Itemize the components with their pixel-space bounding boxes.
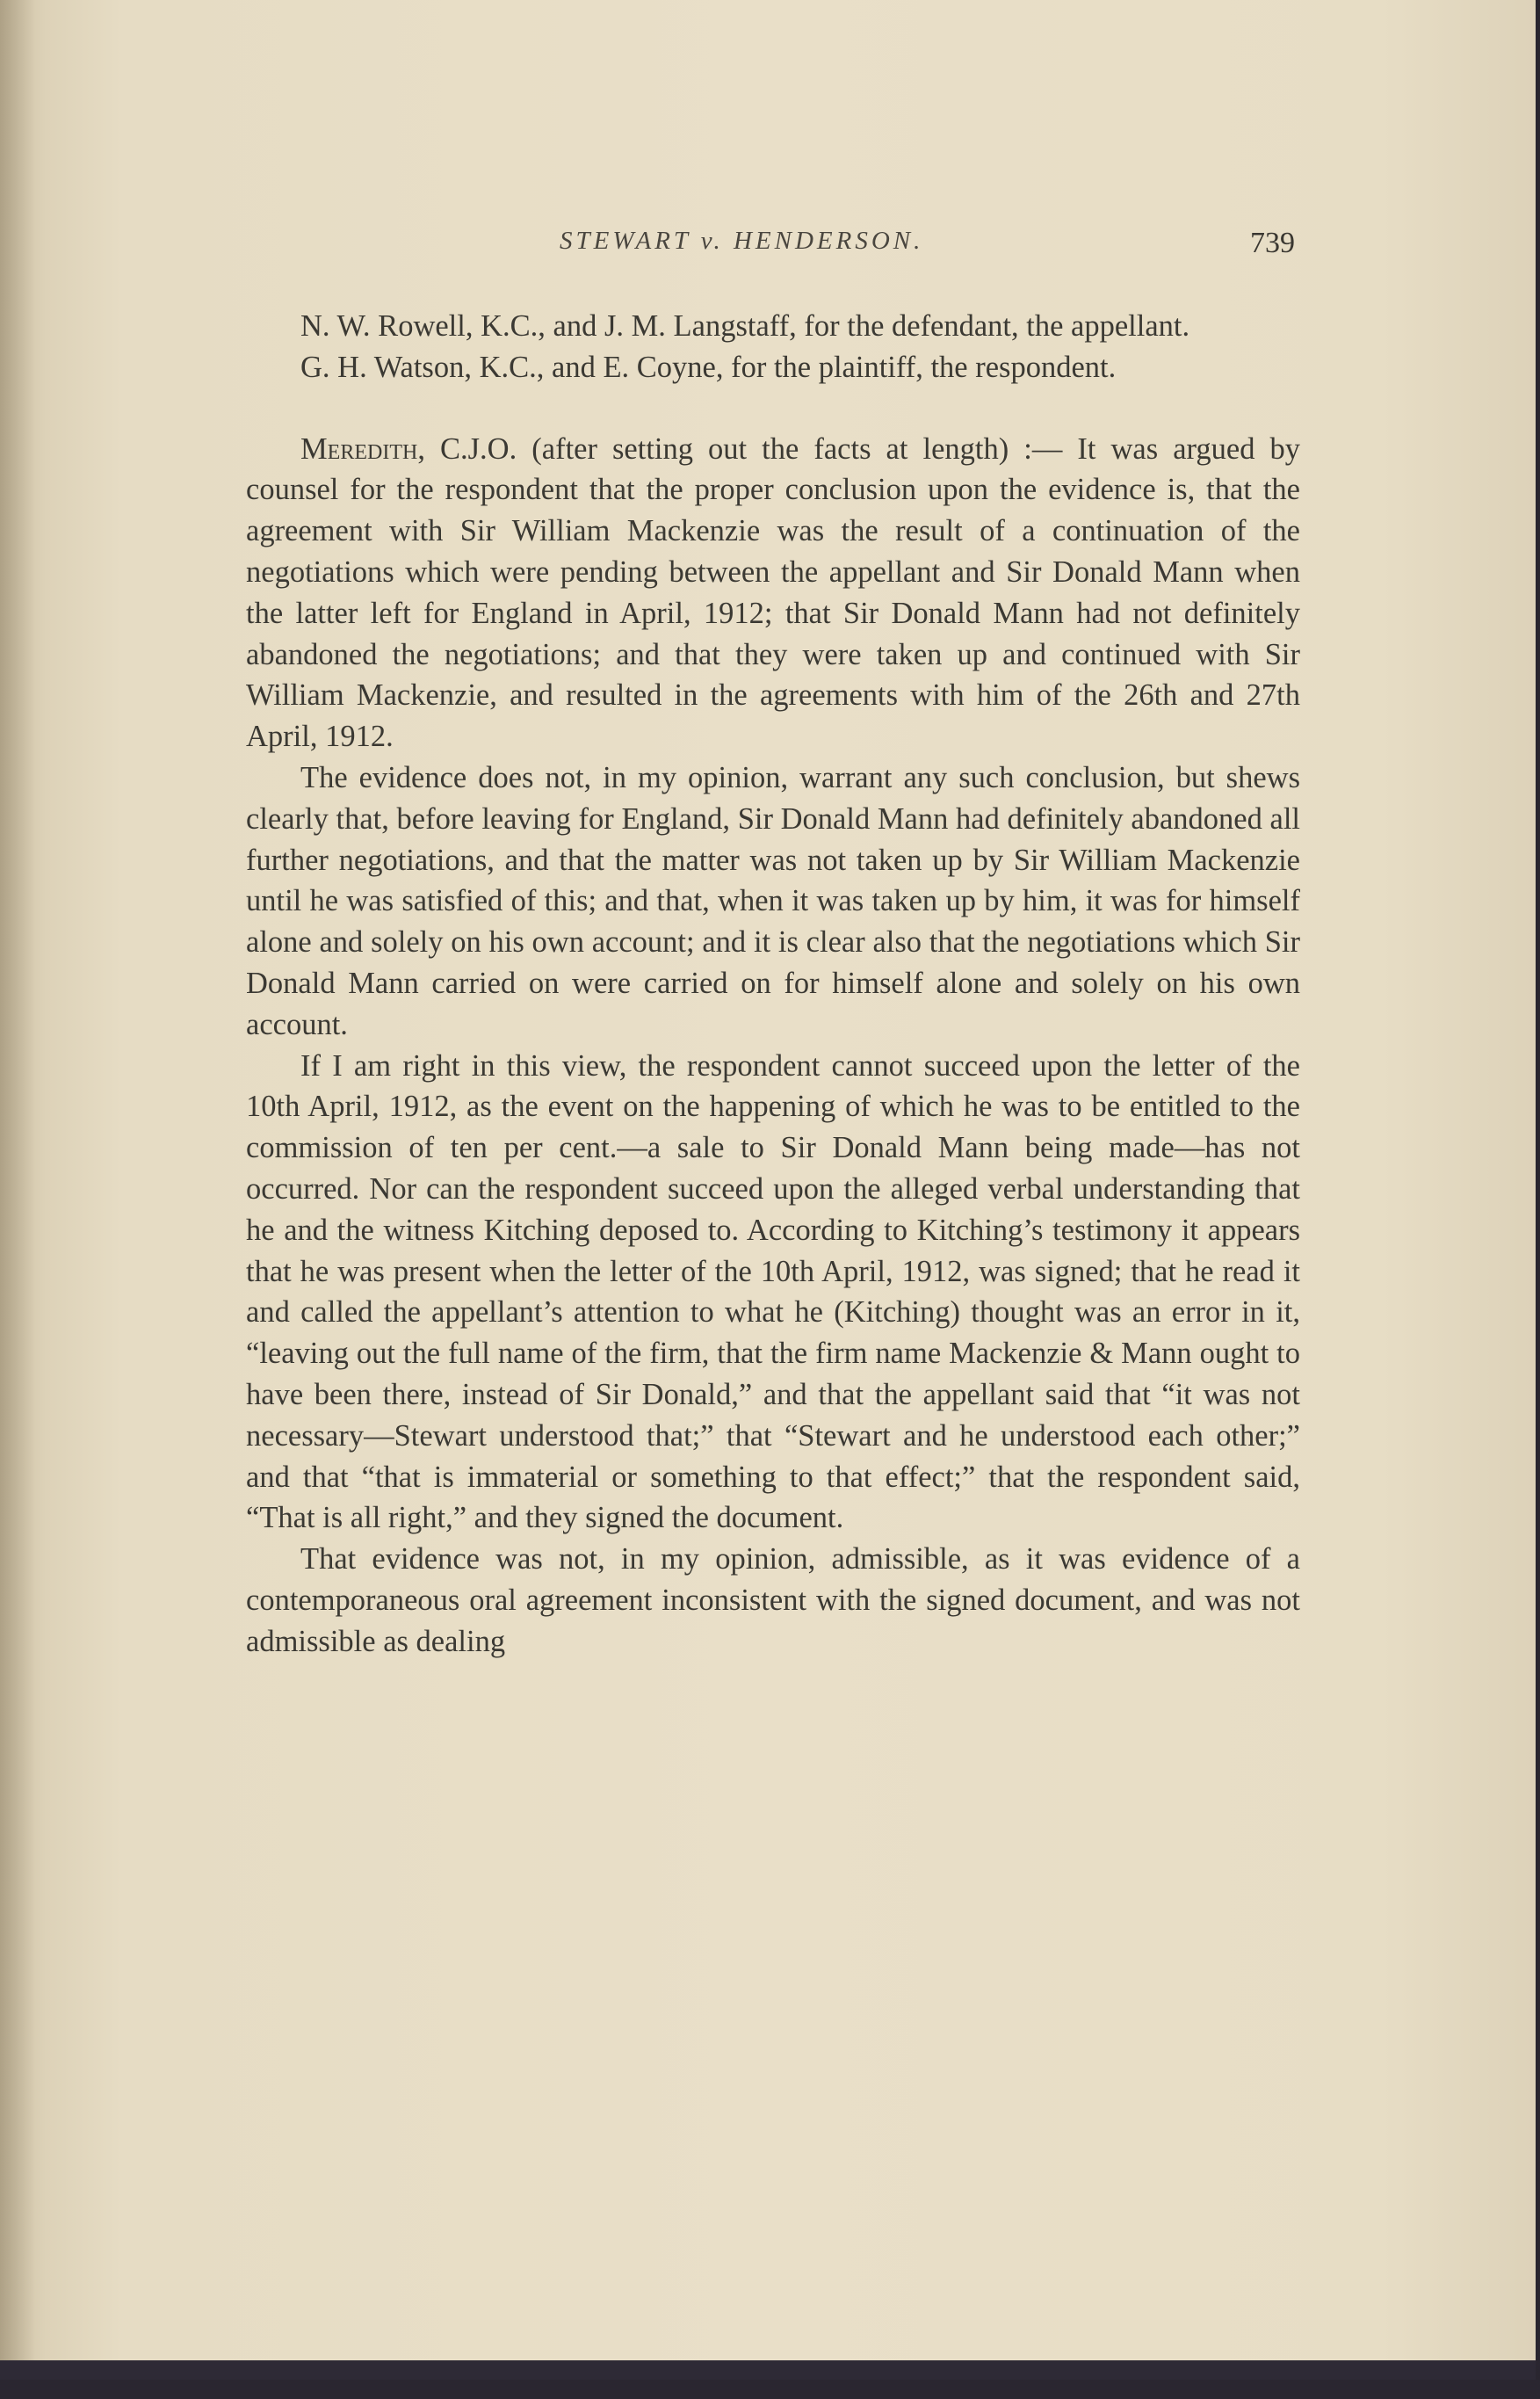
paragraph: If I am right in this view, the respondent cannot succeed upon the letter of the 10th April, 1912, as the event on the happening of which he was to be entitled to the commission of ten per cent.—a sale to Sir Donald Mann being made—has not occurred. Nor can the respondent succeed upon the alleged verbal understanding that he and the witness Kitching deposed to. According to Kitching’s testimony it appears that he was present when the letter of the 10th April, 1912, was signed; that he read it and called the appellant’s attention to what he (Kitching) thought was an error in it, “leaving out the full name of the firm, that the firm name Mackenzie & Mann ought to have been there, instead of Sir Donald,” and that the appellant said that “it was not necessary—Stewart understood that;” that “Stewart and he understood each other;” and that “that is immaterial or something to that effect;” that the respondent said, “That is all right,” and they signed the document. <box>246 1048 1300 1535</box>
page-header <box>246 227 1300 279</box>
judgment-opening-text: , C.J.O. (after setting out the facts at length) :— It was argued by counsel for the respondent that the proper conclusion upon the evidence is, that the agreement with Sir William Mackenzie was the result of a continuation of the negotiations which were pending between the appellant and Sir Donald Mann when the latter left for England in April, 1912; that Sir Donald Mann had not definitely abandoned the negotiations; and that they were taken up and continued with Sir William Mackenzie, and resulted in the agreements with him of the 26th and 27th April, 1912. <box>246 431 1300 754</box>
paragraph: The evidence does not, in my opinion, warrant any such conclusion, but shews clearly that, before leaving for England, Sir Donald Mann had definitely abandoned all further negotiations, and that the matter was not taken up by Sir William Mackenzie until he was satisfied of this; and that, when it was taken up by him, it was for himself alone and solely on his own account; and it is clear also that the negotiations which Sir Donald Mann carried on were carried on for himself alone and solely on his own account. <box>246 760 1300 1041</box>
judge-name: Meredith <box>300 431 418 466</box>
counsel-respondent: G. H. Watson, K.C., and E. Coyne, for the plaintiff, the respondent. <box>300 350 1117 384</box>
running-head: STEWART v. HENDERSON. <box>560 227 924 255</box>
paragraph: That evidence was not, in my opinion, admissible, as it was evidence of a contemporaneous oral agreement inconsistent with the signed document, and was not admissible as dealing <box>246 1542 1300 1658</box>
counsel-appellant: N. W. Rowell, K.C., and J. M. Langstaff, for the defendant, the appellant. <box>300 309 1190 343</box>
body-text <box>246 306 1300 1663</box>
spine-shadow <box>0 0 35 2380</box>
judgment-opening <box>246 429 1300 757</box>
page-number: 739 <box>1250 227 1295 259</box>
page-bottom-edge <box>0 2360 1536 2380</box>
